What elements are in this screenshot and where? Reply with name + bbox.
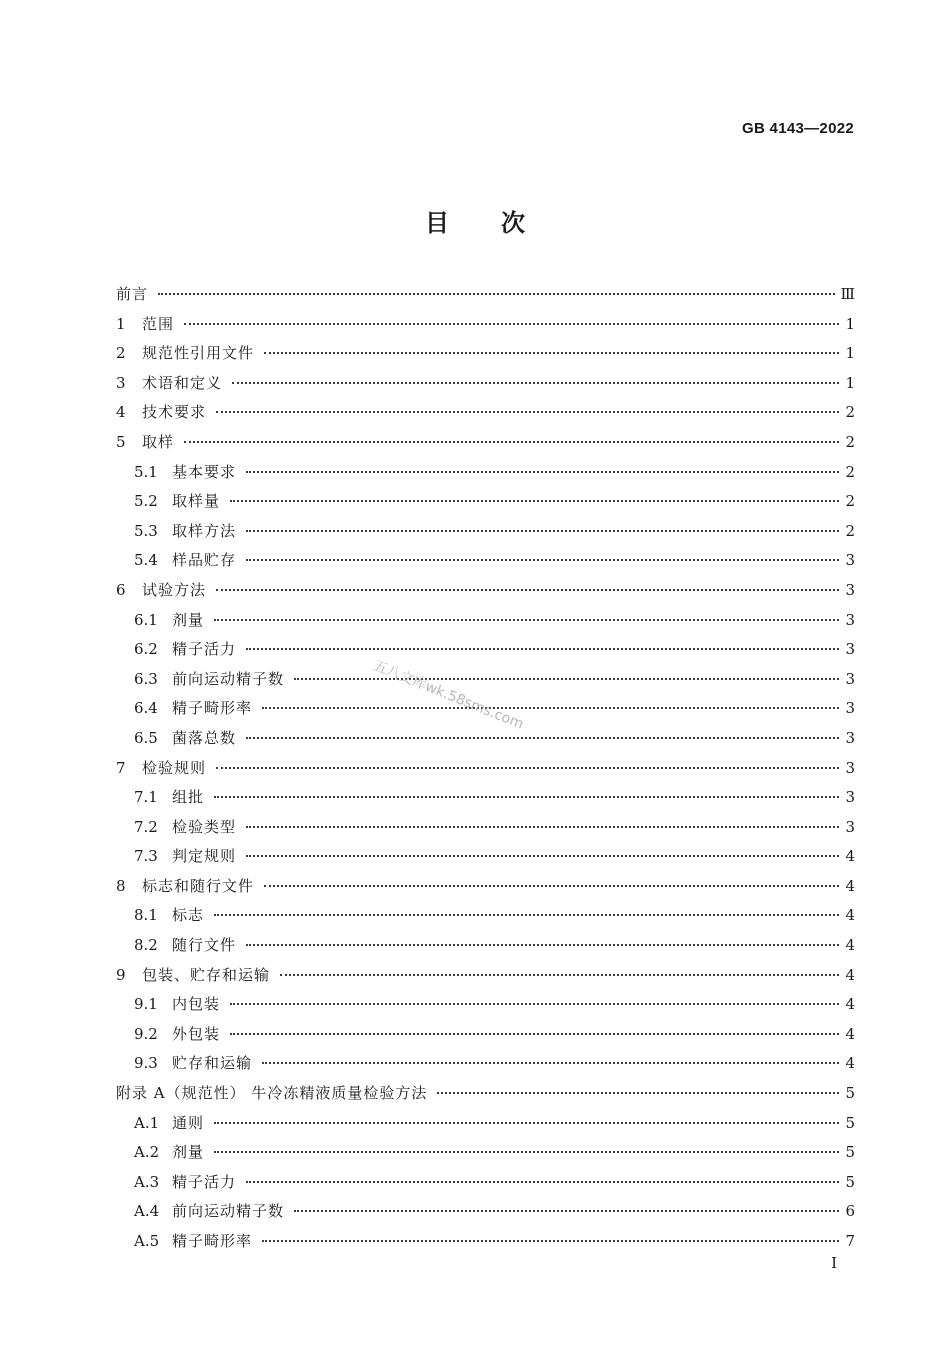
- toc-entry-number: 9.1: [134, 995, 158, 1014]
- toc-entry-page: 5: [845, 1172, 855, 1191]
- toc-entry-label: 内包装: [172, 995, 221, 1014]
- toc-entry-page: 1: [845, 344, 855, 363]
- toc-entry[interactable]: [116, 783, 855, 813]
- toc-entry[interactable]: [116, 546, 855, 576]
- toc-entry-number: 8: [116, 876, 126, 895]
- toc-entry-label: 标志和随行文件: [142, 876, 255, 895]
- toc-entry-label: 取样方法: [172, 521, 237, 540]
- toc-entry[interactable]: [116, 606, 855, 636]
- dot-leader: [246, 736, 839, 739]
- dot-leader: [184, 322, 839, 325]
- toc-entry[interactable]: [116, 369, 855, 399]
- toc-entry[interactable]: [116, 1138, 855, 1168]
- toc-entry-label: 取样: [142, 432, 175, 451]
- dot-leader: [158, 292, 835, 295]
- toc-entry-label: 技术要求: [142, 403, 207, 422]
- toc-entry-page: 5: [845, 1143, 855, 1162]
- dot-leader: [246, 529, 839, 532]
- toc-entry-number: 8.1: [134, 906, 158, 925]
- dot-leader: [246, 854, 839, 857]
- toc-entry-number: 5.1: [134, 462, 158, 481]
- toc-entry-number: 6.2: [134, 640, 158, 659]
- dot-leader: [214, 913, 839, 916]
- toc-entry-label: 精子畸形率: [172, 1232, 253, 1250]
- toc-entry-page: 3: [845, 610, 855, 629]
- toc-entry[interactable]: [116, 310, 855, 340]
- dot-leader: [214, 1150, 839, 1153]
- toc-entry[interactable]: [116, 872, 855, 902]
- toc-entry-label: 规范性引用文件: [142, 344, 255, 363]
- toc-entry[interactable]: [116, 458, 855, 488]
- toc-entry-page: 4: [845, 1054, 855, 1073]
- toc-entry-page: 3: [845, 728, 855, 747]
- toc-entry[interactable]: [116, 961, 855, 991]
- dot-leader: [230, 1032, 839, 1035]
- toc-entry[interactable]: [116, 931, 855, 961]
- toc-entry-page: 4: [845, 936, 855, 955]
- toc-entry-number: 5.3: [134, 521, 158, 540]
- dot-leader: [232, 381, 839, 384]
- toc-entry-number: A.2: [134, 1143, 160, 1162]
- toc-entry-label: 检验规则: [142, 758, 207, 777]
- toc-entry-page: 4: [845, 847, 855, 866]
- toc-entry-page: 7: [845, 1232, 855, 1250]
- toc-entry[interactable]: [116, 517, 855, 547]
- toc-entry[interactable]: [116, 842, 855, 872]
- toc-entry-page: 3: [845, 788, 855, 807]
- toc-entry-number: 7.2: [134, 817, 158, 836]
- toc-entry-number: 4: [116, 403, 126, 422]
- toc-entry[interactable]: [116, 1049, 855, 1079]
- toc-entry-number: 9.3: [134, 1054, 158, 1073]
- toc-entry-label: 基本要求: [172, 462, 237, 481]
- toc-entry-page: 2: [845, 492, 855, 511]
- toc-entry-page: 5: [845, 1084, 855, 1103]
- toc-entry-label: 附录 A（规范性） 牛冷冻精液质量检验方法: [116, 1084, 428, 1103]
- toc-entry[interactable]: [116, 576, 855, 606]
- toc-entry-label: 精子畸形率: [172, 699, 253, 718]
- toc-entry[interactable]: [116, 280, 855, 310]
- toc-entry-page: 2: [845, 403, 855, 422]
- toc-entry-label: 标志: [172, 906, 205, 925]
- dot-leader: [184, 440, 839, 443]
- toc-entry-page: 4: [845, 995, 855, 1014]
- toc-entry-number: A.4: [134, 1202, 160, 1221]
- dot-leader: [246, 470, 839, 473]
- dot-leader: [294, 1209, 839, 1212]
- toc-entry-label: 剂量: [172, 1143, 205, 1162]
- toc-entry-page: 5: [845, 1113, 855, 1132]
- toc-entry[interactable]: [116, 990, 855, 1020]
- toc-entry-page: 2: [845, 462, 855, 481]
- toc-entry[interactable]: [116, 1079, 855, 1109]
- dot-leader: [230, 1002, 839, 1005]
- toc-entry[interactable]: [116, 1227, 855, 1257]
- toc-entry-number: 7.3: [134, 847, 158, 866]
- toc-entry-label: 术语和定义: [142, 373, 223, 392]
- toc-entry-page: 4: [845, 965, 855, 984]
- toc-entry-number: 6.5: [134, 728, 158, 747]
- toc-entry-label: 精子活力: [172, 640, 237, 659]
- toc-entry-page: 3: [845, 640, 855, 659]
- toc-entry-number: 2: [116, 344, 126, 363]
- toc-entry-number: A.1: [134, 1113, 160, 1132]
- toc-entry-page: Ⅲ: [840, 285, 855, 303]
- dot-leader: [246, 558, 839, 561]
- toc-entry[interactable]: [116, 1168, 855, 1198]
- dot-leader: [216, 766, 839, 769]
- toc-entry-number: 5: [116, 432, 126, 451]
- toc-entry-number: 7.1: [134, 788, 158, 807]
- table-of-contents: [116, 280, 855, 1257]
- toc-entry-number: 6.4: [134, 699, 158, 718]
- toc-entry-label: 组批: [172, 788, 205, 807]
- toc-entry[interactable]: [116, 724, 855, 754]
- dot-leader: [437, 1091, 839, 1094]
- toc-entry-label: 包装、贮存和运输: [142, 965, 271, 984]
- toc-entry-label: 剂量: [172, 610, 205, 629]
- dot-leader: [246, 825, 839, 828]
- page-title: 目次: [425, 208, 577, 237]
- toc-entry-page: 4: [845, 1024, 855, 1043]
- toc-entry-label: 菌落总数: [172, 728, 237, 747]
- toc-entry-label: 贮存和运输: [172, 1054, 253, 1073]
- toc-entry[interactable]: [116, 635, 855, 665]
- dot-leader: [230, 499, 839, 502]
- toc-entry-page: 1: [845, 373, 855, 392]
- toc-entry-number: 6.3: [134, 669, 158, 688]
- dot-leader: [262, 1239, 839, 1242]
- toc-entry-number: 5.4: [134, 551, 158, 570]
- watermark: 五八文库wk.58sms.com: [370, 657, 526, 733]
- dot-leader: [216, 588, 839, 591]
- toc-entry-page: 3: [845, 817, 855, 836]
- toc-entry-label: 检验类型: [172, 817, 237, 836]
- toc-entry-label: 取样量: [172, 492, 221, 511]
- toc-entry-label: 前向运动精子数: [172, 1202, 285, 1221]
- standard-code: GB 4143—2022: [741, 120, 854, 137]
- toc-entry[interactable]: [116, 428, 855, 458]
- dot-leader: [262, 706, 839, 709]
- toc-entry-page: 2: [845, 521, 855, 540]
- toc-entry-label: 通则: [172, 1113, 205, 1132]
- toc-entry[interactable]: [116, 398, 855, 428]
- toc-entry-label: 前向运动精子数: [172, 669, 285, 688]
- toc-entry-label: 范围: [142, 314, 175, 333]
- dot-leader: [246, 943, 839, 946]
- toc-entry[interactable]: [116, 1109, 855, 1139]
- dot-leader: [214, 795, 839, 798]
- toc-entry-label: 样品贮存: [172, 551, 237, 570]
- toc-entry-label: 前言: [116, 285, 149, 303]
- toc-entry-number: 9.2: [134, 1024, 158, 1043]
- toc-entry[interactable]: [116, 1020, 855, 1050]
- toc-entry-label: 判定规则: [172, 847, 237, 866]
- toc-entry-label: 试验方法: [142, 580, 207, 599]
- toc-entry-page: 2: [845, 432, 855, 451]
- toc-entry-label: 外包装: [172, 1024, 221, 1043]
- toc-entry[interactable]: [116, 813, 855, 843]
- toc-entry-page: 3: [845, 669, 855, 688]
- toc-entry[interactable]: [116, 339, 855, 369]
- dot-leader: [264, 351, 839, 354]
- toc-entry-number: 1: [116, 314, 126, 333]
- toc-entry-page: 3: [845, 699, 855, 718]
- dot-leader: [214, 1121, 839, 1124]
- footer-page-number: I: [831, 1254, 837, 1272]
- toc-entry-number: A.5: [134, 1232, 160, 1250]
- toc-entry-number: 3: [116, 373, 126, 392]
- toc-entry-page: 3: [845, 551, 855, 570]
- dot-leader: [264, 884, 839, 887]
- toc-entry-page: 3: [845, 580, 855, 599]
- dot-leader: [216, 410, 839, 413]
- toc-entry[interactable]: [116, 487, 855, 517]
- toc-entry-page: 4: [845, 906, 855, 925]
- toc-entry[interactable]: [116, 754, 855, 784]
- dot-leader: [262, 1061, 839, 1064]
- toc-entry-number: 6.1: [134, 610, 158, 629]
- toc-entry-page: 1: [845, 314, 855, 333]
- dot-leader: [214, 618, 839, 621]
- dot-leader: [280, 973, 839, 976]
- dot-leader: [294, 677, 839, 680]
- toc-entry-page: 4: [845, 876, 855, 895]
- toc-entry-number: A.3: [134, 1172, 160, 1191]
- toc-entry[interactable]: [116, 1197, 855, 1227]
- toc-entry-number: 5.2: [134, 492, 158, 511]
- toc-entry-page: 6: [845, 1202, 855, 1221]
- toc-entry-number: 6: [116, 580, 126, 599]
- toc-entry[interactable]: [116, 901, 855, 931]
- dot-leader: [246, 647, 839, 650]
- toc-entry-label: 精子活力: [172, 1172, 237, 1191]
- toc-entry-number: 7: [116, 758, 126, 777]
- toc-entry-page: 3: [845, 758, 855, 777]
- toc-entry-number: 8.2: [134, 936, 158, 955]
- toc-entry[interactable]: [116, 665, 855, 695]
- toc-entry-number: 9: [116, 965, 126, 984]
- toc-entry-label: 随行文件: [172, 936, 237, 955]
- dot-leader: [246, 1180, 839, 1183]
